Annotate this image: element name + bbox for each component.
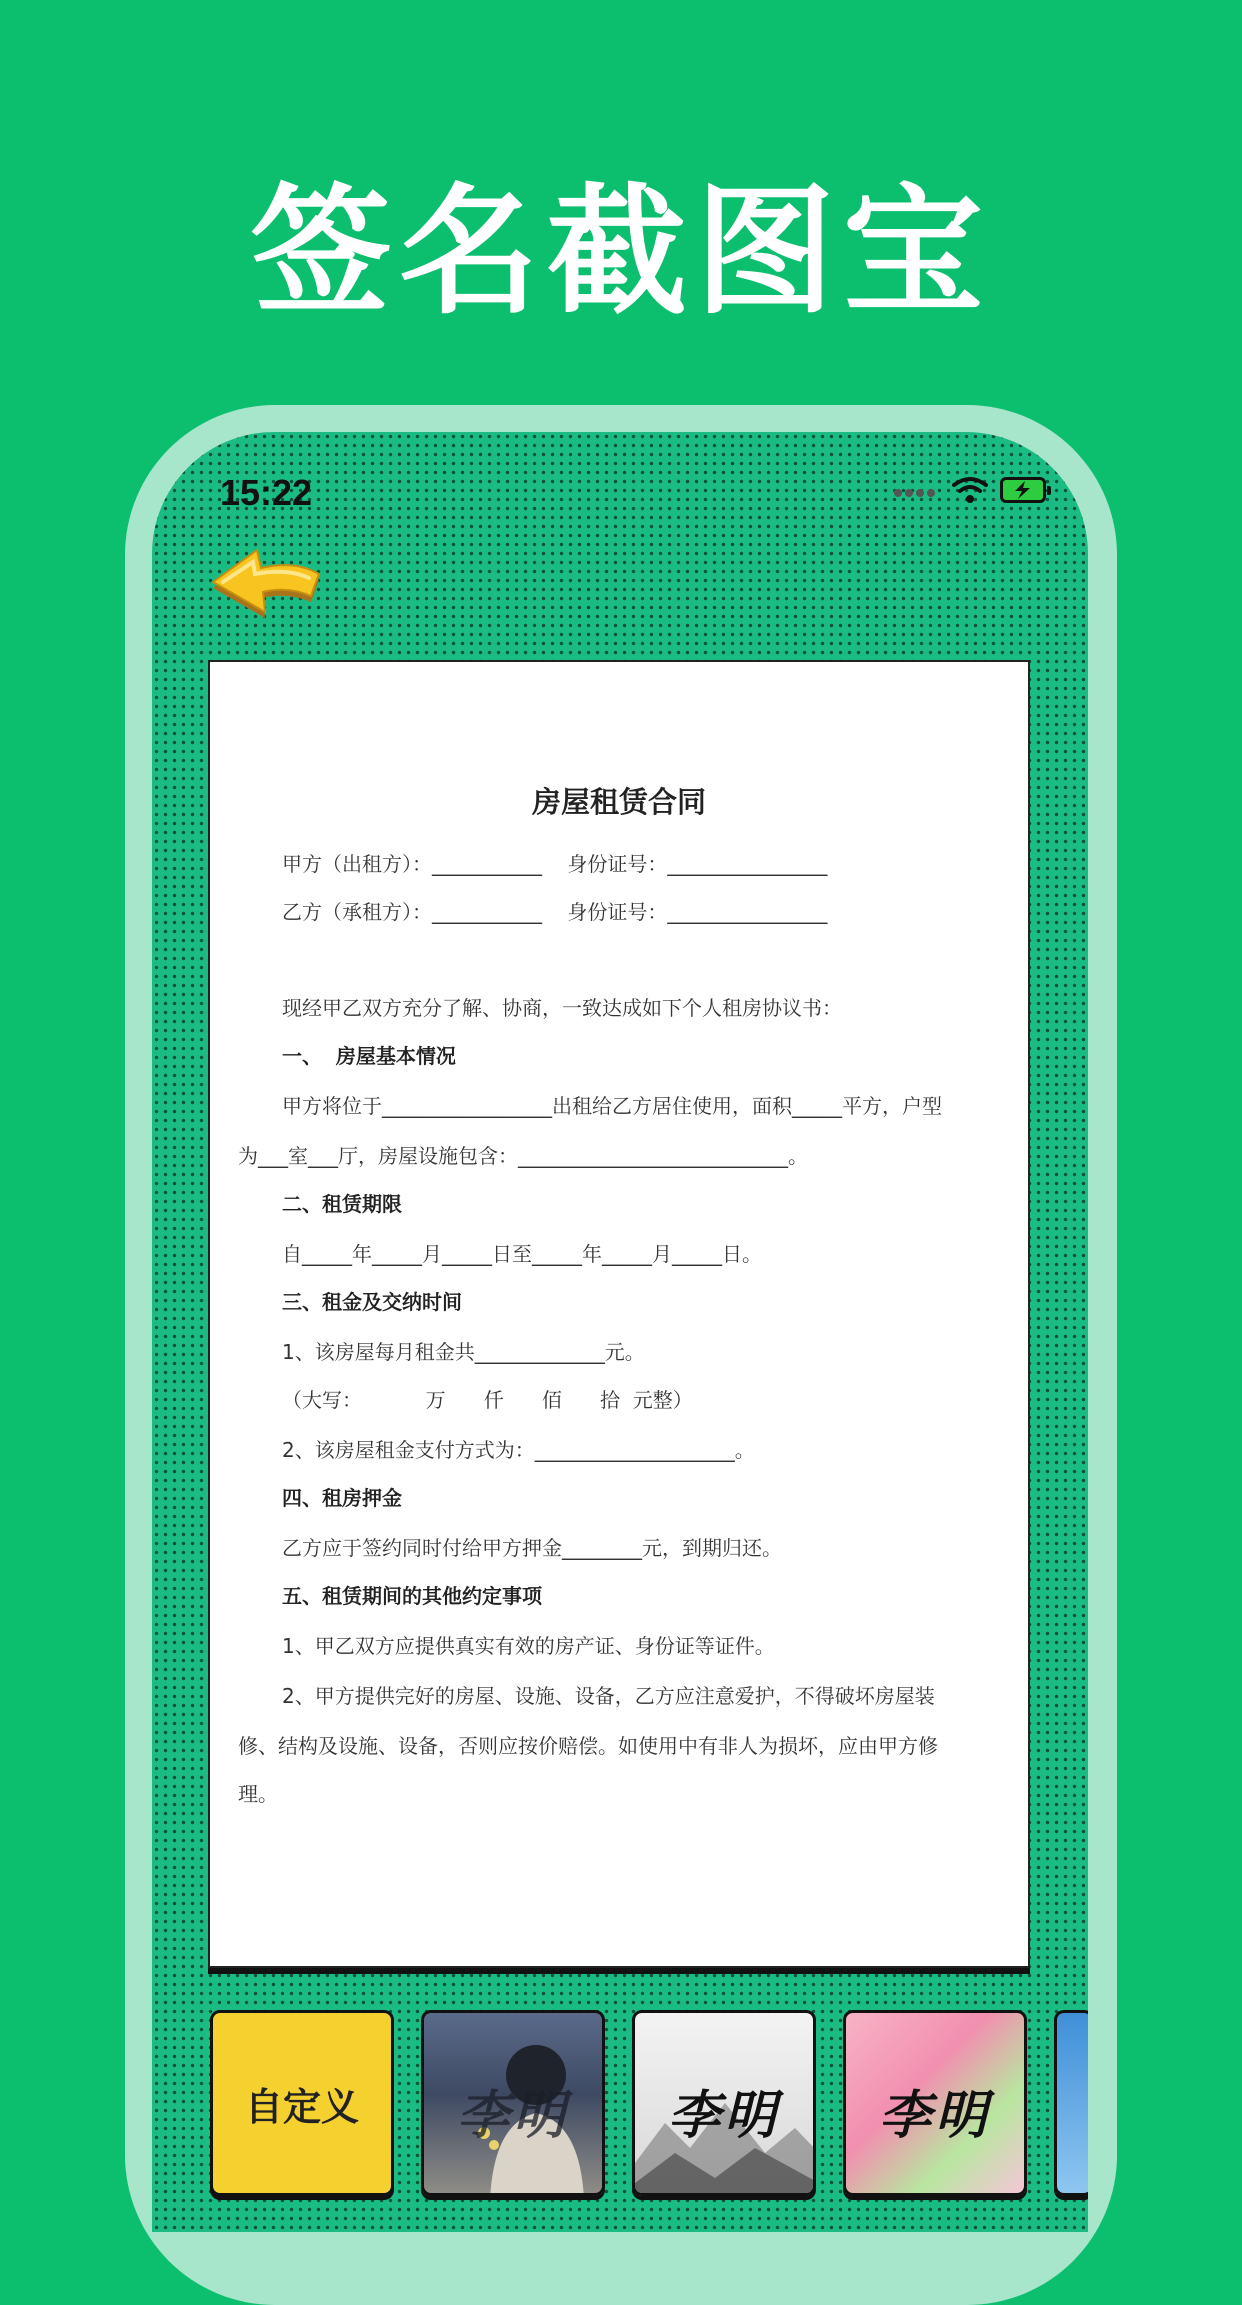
paragraph-line: 为___室___厅，房屋设施包含：___________________________。 [238, 1144, 808, 1168]
status-icons [892, 476, 1046, 504]
paragraph-line: 自_____年_____月_____日至_____年_____月_____日。 [282, 1242, 762, 1266]
paragraph-line: 乙方应于签约同时付给甲方押金________元，到期归还。 [282, 1536, 782, 1560]
contract-document [208, 660, 1030, 1968]
paragraph-line: 2、甲方提供完好的房屋、设施、设备，乙方应注意爱护，不得破坏房屋装 [282, 1684, 935, 1708]
signature-style-bar [152, 2010, 1088, 2232]
document-title: 房屋租赁合同 [531, 785, 706, 819]
paragraph-line: 甲方将位于_________________出租给乙方居住使用，面积_____平方，户型 [282, 1094, 942, 1118]
signal-icon [892, 479, 940, 501]
status-time: 15:22 [220, 472, 313, 513]
signature-preview: 李明 [878, 2085, 991, 2146]
signature-preview: 李明 [456, 2085, 569, 2146]
paragraph-line: 理。 [238, 1782, 278, 1806]
signature-preview: 李明 [667, 2085, 780, 2146]
signature-style-card[interactable] [421, 2010, 605, 2196]
section-heading: 五、租赁期间的其他约定事项 [282, 1584, 542, 1608]
phone-screen [152, 432, 1088, 2232]
signature-style-card[interactable] [843, 2010, 1027, 2196]
paragraph-line: 修、结构及设施、设备，否则应按价赔偿。如使用中有非人为损坏，应由甲方修 [238, 1734, 938, 1758]
signature-style-card[interactable] [632, 2010, 816, 2196]
section-heading: 四、租房押金 [282, 1486, 402, 1510]
section-heading: 三、租金及交纳时间 [282, 1290, 462, 1314]
back-arrow-button[interactable] [207, 542, 327, 622]
back-arrow-icon [207, 542, 327, 622]
party-b-line: 乙方（承租方）：___________ 身份证号：________________ [282, 900, 828, 924]
paragraph-line: 2、该房屋租金支付方式为：____________________。 [282, 1438, 755, 1462]
app-title: 签名截图宝 [250, 171, 991, 334]
custom-signature-label: 自定义 [244, 2084, 359, 2129]
intro-line: 现经甲乙双方充分了解、协商，一致达成如下个人租房协议书： [282, 996, 842, 1020]
wifi-icon [952, 476, 988, 504]
paragraph-line: 1、该房屋每月租金共_____________元。 [282, 1340, 645, 1364]
custom-signature-button[interactable] [210, 2010, 394, 2196]
paragraph-line: 1、甲乙双方应提供真实有效的房产证、身份证等证件。 [282, 1634, 775, 1658]
party-a-line: 甲方（出租方）：___________ 身份证号：________________ [282, 852, 828, 876]
section-heading: 二、租赁期限 [282, 1192, 402, 1216]
battery-icon [1000, 477, 1046, 503]
paragraph-line: （大写： 万 仟 佰 拾 元整） [282, 1388, 693, 1412]
section-heading: 一、 房屋基本情况 [282, 1044, 456, 1068]
signature-style-card-partial[interactable] [1054, 2010, 1088, 2196]
